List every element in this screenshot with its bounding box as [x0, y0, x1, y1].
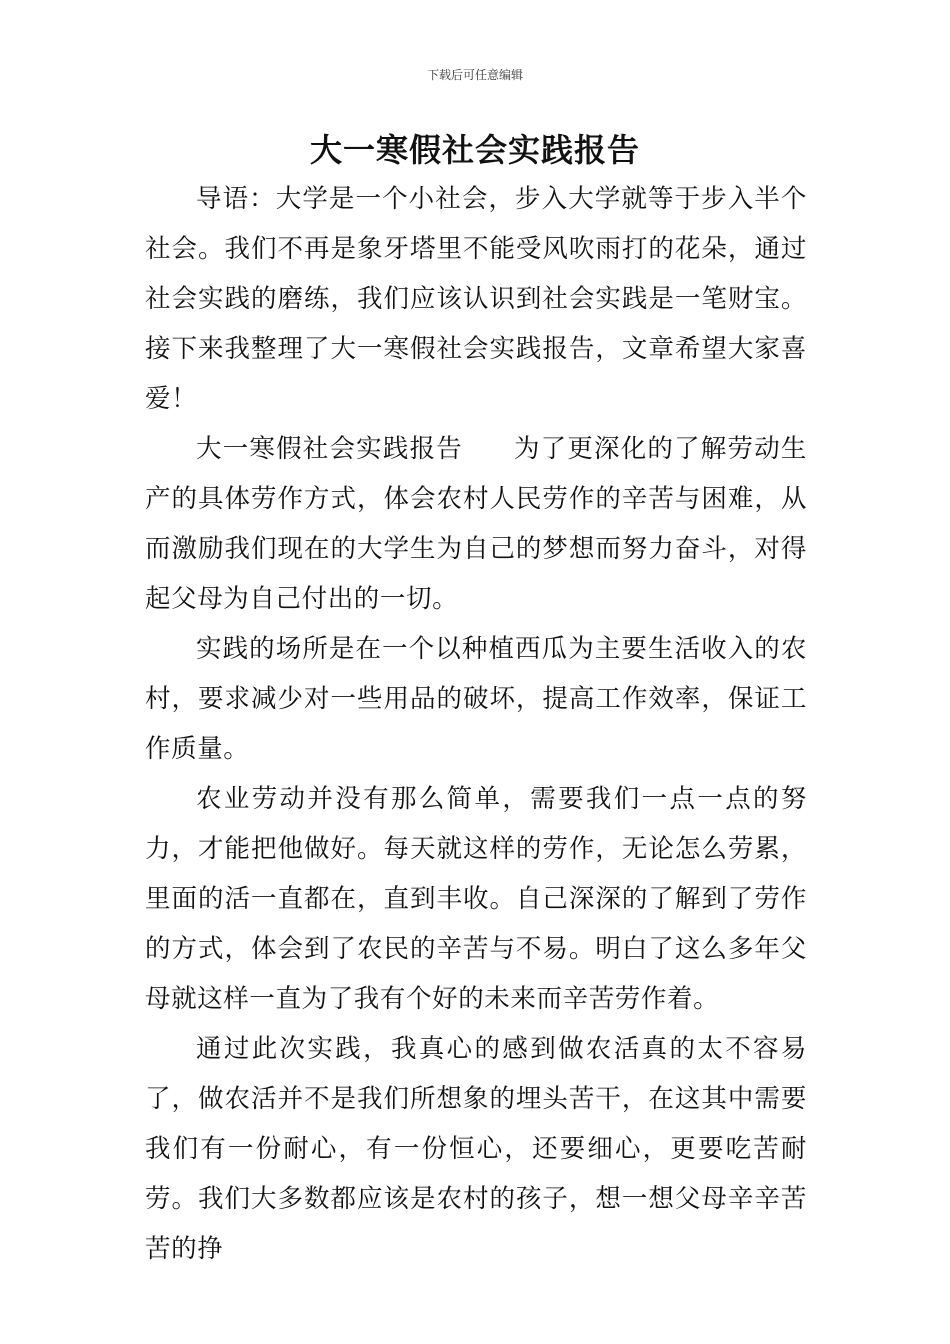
paragraph-text: 导语：大学是一个小社会，步入大学就等于步入半个社会。我们不再是象牙塔里不能受风吹雨打的花朵，通过社会实践的磨练，我们应该认识到社会实践是一笔财宝。接下来我整理了大一寒假社会实践报告，文章希望大家喜爱！ [145, 184, 807, 414]
paragraph-text: 实践的场所是在一个以种植西瓜为主要生活收入的农村，要求减少对一些用品的破坏，提高工作效率，保证工作质量。 [145, 634, 807, 764]
document-title: 大一寒假社会实践报告 [309, 131, 640, 169]
paragraph-text: 农业劳动并没有那么简单，需要我们一点一点的努力，才能把他做好。每天就这样的劳作，无论怎么劳累，里面的活一直都在，直到丰收。自己深深的了解到了劳作的方式，体会到了农民的辛苦与不易。明白了这么多年父母就这样一直为了我有个好的未来而辛苦劳作着。 [145, 784, 807, 1014]
header-note: 下载后可任意编辑 [426, 68, 523, 82]
paragraph-report-start [145, 424, 807, 624]
paragraph-labor [145, 774, 807, 1024]
paragraph-text: 通过此次实践，我真心的感到做农活真的太不容易了，做农活并不是我们所想象的埋头苦干，在这其中需要我们有一份耐心，有一份恒心，还要细心，更要吃苦耐劳。我们大多数都应该是农村的孩子，想一想父母辛辛苦苦的挣 [145, 1034, 807, 1264]
inline-report-heading: 大一寒假社会实践报告 [196, 434, 463, 464]
paragraph-text: 为了更深化的了解劳动生产的具体劳作方式，体会农村人民劳作的辛苦与困难，从而激励我们现在的大学生为自己的梦想而努力奋斗，对得起父母为自己付出的一切。 [145, 434, 807, 614]
document-body [145, 174, 807, 1274]
paragraph-intro [145, 174, 807, 424]
paragraph-location [145, 624, 807, 774]
paragraph-reflection [145, 1024, 807, 1274]
